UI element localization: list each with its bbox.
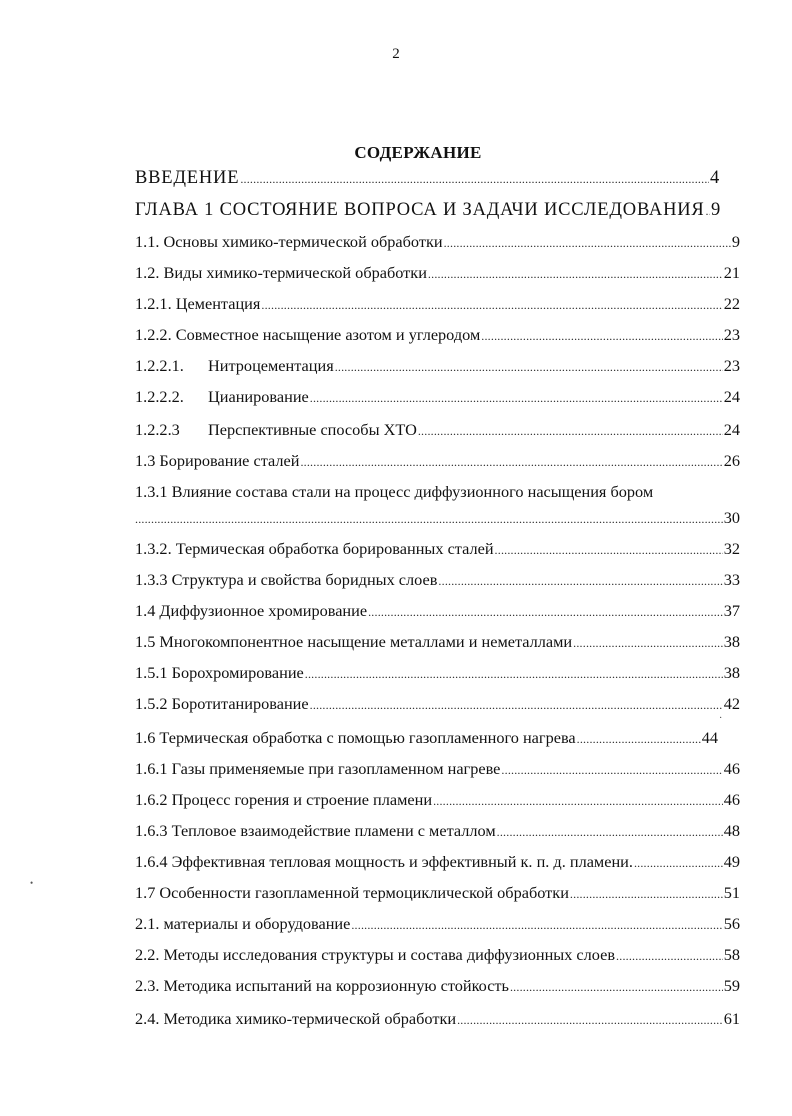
toc-entry-number: 1.2.2.3 (135, 420, 180, 439)
toc-entry[interactable] (135, 790, 740, 811)
toc-entry-page: 9 (731, 232, 740, 251)
toc-entry[interactable] (135, 976, 740, 997)
toc-entry-label: 1.5.1 Борохромирование (135, 663, 304, 682)
toc-entry-label: 1.1. Основы химико-термической обработки (135, 232, 443, 251)
dot-leader (335, 357, 723, 377)
toc-entry-label: 2.3. Методика испытаний на коррозионную стойкость (135, 976, 509, 995)
toc-entry[interactable] (135, 821, 740, 842)
toc-entry-page: 51 (723, 883, 740, 902)
toc-entry[interactable] (135, 420, 740, 441)
toc-entry-label: 1.3.3 Структура и свойства боридных слоев (135, 570, 438, 589)
toc-entry[interactable] (135, 539, 740, 560)
toc-entry-label: 1.3 Борирование сталей (135, 451, 300, 470)
toc-entry-label: Цианирование (208, 387, 309, 406)
toc-entry-page: 33 (723, 570, 740, 589)
toc-entry-label: 1.7 Особенности газопламенной термоциклической обработки (135, 883, 569, 902)
toc-entry-label: 1.6 Термическая обработка с помощью газопламенного нагрева (135, 728, 576, 747)
toc-entry-label: 1.6.2 Процесс горения и строение пламени (135, 790, 433, 809)
toc-entry-page: 23 (723, 325, 740, 344)
toc-entry-page: 58 (723, 945, 740, 964)
toc-entry-page: 24 (723, 420, 740, 439)
dot-leader (444, 233, 731, 253)
toc-entry[interactable] (135, 356, 740, 377)
toc-entry[interactable] (135, 570, 740, 591)
dot-leader (351, 915, 722, 935)
toc-entry-page: 61 (723, 1009, 740, 1028)
toc-entry[interactable] (135, 601, 740, 622)
toc-entry[interactable] (135, 759, 740, 780)
toc-entry-page: 4 (709, 168, 720, 188)
toc-entry-page: 24 (723, 387, 740, 406)
toc-entry-number: 1.2.2.1. (135, 356, 184, 375)
toc-entry[interactable] (135, 663, 740, 684)
toc-entry-page: 9 (710, 200, 721, 220)
toc-entry-label: 1.2.2. Совместное насыщение азотом и углеродом (135, 325, 481, 344)
toc-entry-page: 38 (723, 663, 740, 682)
toc-entry[interactable] (135, 263, 740, 284)
dot-leader (570, 884, 723, 904)
toc-entry-label: 2.2. Методы исследования структуры и состава диффузионных слоев (135, 945, 616, 964)
dot-leader (310, 388, 723, 408)
toc-entry-number: 1.2.2.2. (135, 387, 184, 406)
toc-entry[interactable] (135, 232, 740, 253)
dot-leader (240, 169, 709, 189)
dot-leader (418, 421, 723, 441)
toc-entry-page: 38 (723, 632, 740, 651)
dot-leader (433, 791, 723, 811)
dot-leader (577, 729, 701, 749)
toc-entry-page: 21 (723, 263, 740, 282)
toc-entry-label: 1.6.1 Газы применяемые при газопламенном нагреве (135, 759, 501, 778)
dot-leader (573, 633, 723, 653)
toc-entry-label: 1.2. Виды химико-термической обработки (135, 263, 427, 282)
toc-entry[interactable] (135, 325, 740, 346)
toc-entry-page: 22 (723, 294, 740, 313)
scan-speck: · (719, 713, 723, 724)
toc-entry-page: 32 (723, 539, 740, 558)
toc-entry-label: 2.1. материалы и оборудование (135, 914, 351, 933)
page-number: 2 (392, 46, 400, 62)
toc-entry-page: 26 (723, 451, 740, 470)
toc-entry-chapter-1[interactable] (135, 200, 721, 221)
dot-leader (616, 946, 723, 966)
toc-entry-page: 44 (701, 728, 718, 747)
dot-leader (481, 326, 722, 346)
toc-entry-page: 42 (723, 694, 740, 713)
dot-leader (495, 540, 723, 560)
dot-leader (497, 822, 723, 842)
toc-entry-page: 48 (723, 821, 740, 840)
toc-entry-page: 56 (723, 914, 740, 933)
toc-entry-page: 37 (723, 601, 740, 620)
dot-leader (501, 760, 722, 780)
toc-entry-label: 1.6.4 Эффективная тепловая мощность и эффективный к. п. д. пламени. (135, 852, 633, 871)
toc-entry-page: 59 (723, 976, 740, 995)
toc-entry[interactable] (135, 1009, 740, 1030)
dot-leader (261, 295, 722, 315)
toc-entry-label: 1.5 Многокомпонентное насыщение металлами и неметаллами (135, 632, 573, 651)
toc-entry[interactable] (135, 728, 718, 749)
toc-entry-page: 23 (723, 356, 740, 375)
toc-entry-page: 46 (723, 759, 740, 778)
dot-leader (300, 452, 722, 472)
toc-entry-label: 2.4. Методика химико-термической обработки (135, 1009, 457, 1028)
toc-entry[interactable] (135, 945, 740, 966)
dot-leader (457, 1010, 723, 1030)
dot-leader (634, 853, 723, 873)
toc-entry[interactable] (135, 883, 740, 904)
toc-entry-page-line[interactable] (135, 508, 740, 529)
toc-entry-label-line[interactable] (135, 482, 740, 502)
toc-entry-page: 46 (723, 790, 740, 809)
dot-leader (428, 264, 723, 284)
dot-leader (438, 571, 722, 591)
toc-entry[interactable] (135, 387, 740, 408)
dot-leader (368, 602, 723, 622)
toc-entry-introduction[interactable] (135, 168, 720, 189)
toc-entry[interactable] (135, 914, 740, 935)
toc-entry-label: 1.5.2 Боротитанирование (135, 694, 309, 713)
dot-leader (305, 664, 723, 684)
dot-leader (510, 977, 723, 997)
scan-mark: • (30, 878, 34, 888)
toc-entry-label: 1.2.1. Цементация (135, 294, 261, 313)
toc-entry[interactable] (135, 294, 740, 315)
toc-entry-label: Перспективные способы ХТО (208, 420, 417, 439)
toc-entry-label: 1.4 Диффузионное хромирование (135, 601, 368, 620)
toc-entry-label: 1.3.2. Термическая обработка борированных сталей (135, 539, 494, 558)
toc-entry[interactable] (135, 694, 740, 715)
toc-entry-label: 1.3.1 Влияние состава стали на процесс диффузионного насыщения бором (135, 482, 654, 501)
dot-leader (135, 509, 723, 529)
dot-leader (706, 201, 710, 221)
toc-entry-label: Нитроцементация (208, 356, 334, 375)
toc-entry-label: ГЛАВА 1 СОСТОЯНИЕ ВОПРОСА И ЗАДАЧИ ИССЛЕДОВАНИЯ (135, 200, 705, 220)
toc-title: СОДЕРЖАНИЕ (354, 143, 482, 162)
toc-entry-page: 49 (723, 852, 740, 871)
toc-entry[interactable] (135, 451, 740, 472)
toc-entry-label: ВВЕДЕНИЕ (135, 168, 240, 188)
toc-entry[interactable] (135, 632, 740, 653)
toc-entry-label: 1.6.3 Тепловое взаимодействие пламени с металлом (135, 821, 496, 840)
dot-leader (310, 695, 723, 715)
toc-entry-page: 30 (723, 508, 740, 527)
toc-entry[interactable] (135, 852, 740, 873)
